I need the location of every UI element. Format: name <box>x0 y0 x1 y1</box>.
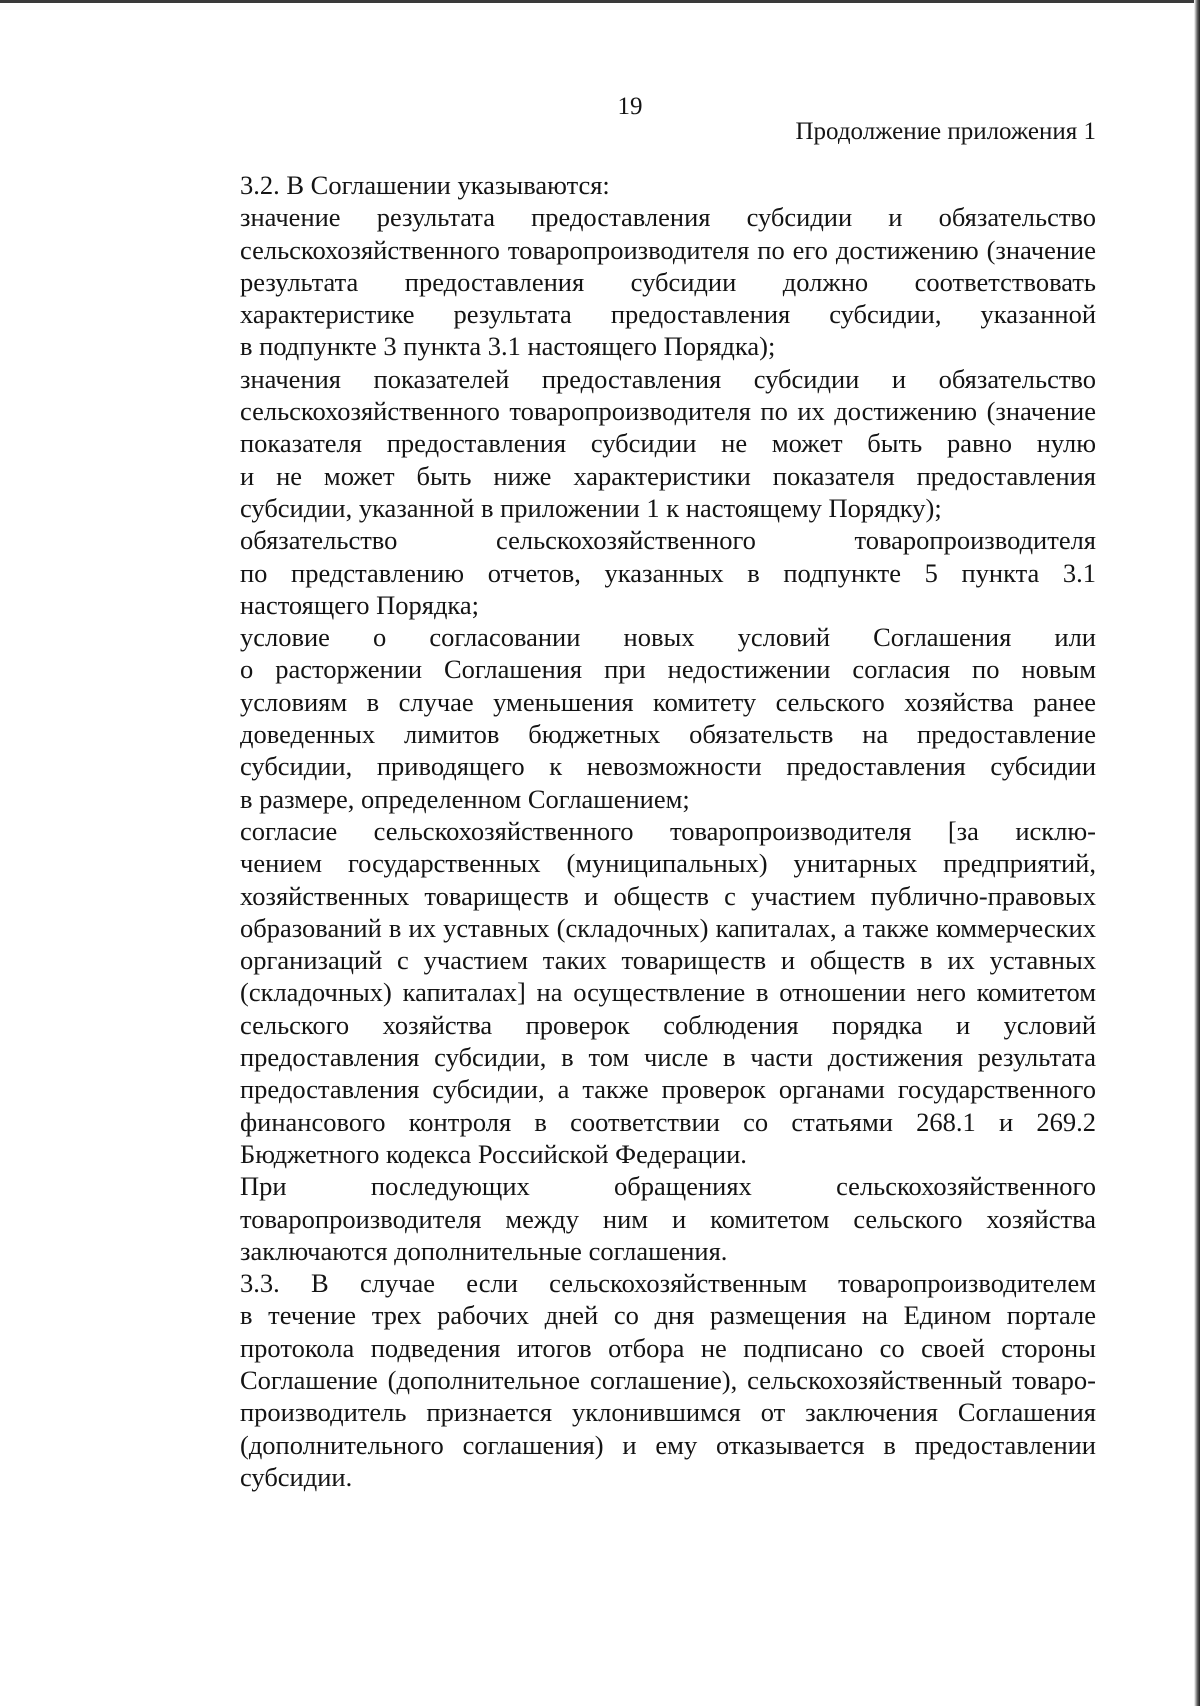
text-line: заключаются дополнительные соглашения. <box>240 1235 728 1266</box>
text-line: (складочных) капиталах] на осуществление в отношении него комитетом <box>240 977 1096 1008</box>
text-line: показателя предоставления субсидии не может быть равно нулю <box>240 428 1096 459</box>
paragraph-reporting-obligation <box>168 524 1096 621</box>
paragraph-3-2-intro <box>168 169 1096 201</box>
text-line: организаций с участием таких товариществ и обществ в их уставных <box>240 945 1096 976</box>
text-line: сельского хозяйства проверок соблюдения порядка и условий <box>240 1009 1096 1040</box>
scan-edge-right <box>1194 0 1200 1706</box>
text-line: 3.2. В Соглашении указываются: <box>240 170 610 200</box>
text-line: предоставления субсидии, а также проверок органами государственного <box>240 1074 1096 1105</box>
text-line: характеристике результата предоставления субсидии, указанной <box>240 299 1096 330</box>
page-number: 19 <box>617 93 643 120</box>
text-line: в размере, определенном Соглашением; <box>240 783 690 814</box>
paragraph-new-conditions <box>168 621 1096 815</box>
text-line: сельскохозяйственного товаропроизводителя по его достижению (значение <box>240 234 1096 265</box>
text-line: сельскохозяйственного товаропроизводителя по их достижению (значение <box>240 396 1096 427</box>
text-line: настоящего Порядка; <box>240 589 480 620</box>
text-line: 3.3. В случае если сельскохозяйственным товаропроизводителем <box>240 1268 1096 1299</box>
document-body <box>168 169 1096 1493</box>
text-line: предоставления субсидии, в том числе в части достижения результата <box>240 1042 1096 1073</box>
text-line: в подпункте 3 пункта 3.1 настоящего Порядка); <box>240 331 776 362</box>
text-line: доведенных лимитов бюджетных обязательств на предоставление <box>240 719 1096 750</box>
paragraph-inspection-consent <box>168 815 1096 1170</box>
text-line: субсидии, указанной в приложении 1 к настоящему Порядку); <box>240 492 942 523</box>
text-line: субсидии. <box>240 1461 353 1492</box>
scan-edge-top <box>0 0 1200 3</box>
text-line: по представлению отчетов, указанных в подпункте 5 пункта 3.1 <box>240 557 1096 588</box>
text-line: чением государственных (муниципальных) унитарных предприятий, <box>240 848 1096 879</box>
text-line: производитель признается уклонившимся от заключения Соглашения <box>240 1397 1096 1428</box>
text-line: Бюджетного кодекса Российской Федерации. <box>240 1138 747 1169</box>
text-line: хозяйственных товариществ и обществ с участием публично-правовых <box>240 880 1096 911</box>
text-line: результата предоставления субсидии должно соответствовать <box>240 266 1096 297</box>
text-line: значение результата предоставления субсидии и обязательство <box>240 202 1096 233</box>
text-line: Соглашение (дополнительное соглашение), сельскохозяйственный товаро- <box>240 1364 1096 1395</box>
text-line: товаропроизводителя между ним и комитетом сельского хозяйства <box>240 1203 1096 1234</box>
text-line: о расторжении Соглашения при недостижении согласия по новым <box>240 654 1096 685</box>
text-line: условиям в случае уменьшения комитету сельского хозяйства ранее <box>240 686 1096 717</box>
text-line: значения показателей предоставления субсидии и обязательство <box>240 363 1096 394</box>
text-line: согласие сельскохозяйственного товаропроизводителя [за исклю- <box>240 815 1096 846</box>
text-line: в течение трех рабочих дней со дня размещения на Едином портале <box>240 1300 1096 1331</box>
text-line: и не может быть ниже характеристики показателя предоставления <box>240 460 1096 491</box>
paragraph-indicator-values <box>168 363 1096 524</box>
appendix-continuation-note: Продолжение приложения 1 <box>795 118 1096 145</box>
paragraph-3-3 <box>168 1267 1096 1493</box>
text-line: образований в их уставных (складочных) капиталах, а также коммерческих <box>240 912 1096 943</box>
text-line: (дополнительного соглашения) и ему отказывается в предоставлении <box>240 1429 1096 1460</box>
text-line: субсидии, приводящего к невозможности предоставления субсидии <box>240 751 1096 782</box>
text-line: протокола подведения итогов отбора не подписано со своей стороны <box>240 1332 1096 1363</box>
text-line: обязательство сельскохозяйственного товаропроизводителя <box>240 525 1096 556</box>
text-line: При последующих обращениях сельскохозяйственного <box>240 1171 1096 1202</box>
text-line: условие о согласовании новых условий Соглашения или <box>240 622 1096 653</box>
paragraph-result-value <box>168 201 1096 362</box>
paragraph-additional-agreements <box>168 1170 1096 1267</box>
text-line: финансового контроля в соответствии со статьями 268.1 и 269.2 <box>240 1106 1096 1137</box>
